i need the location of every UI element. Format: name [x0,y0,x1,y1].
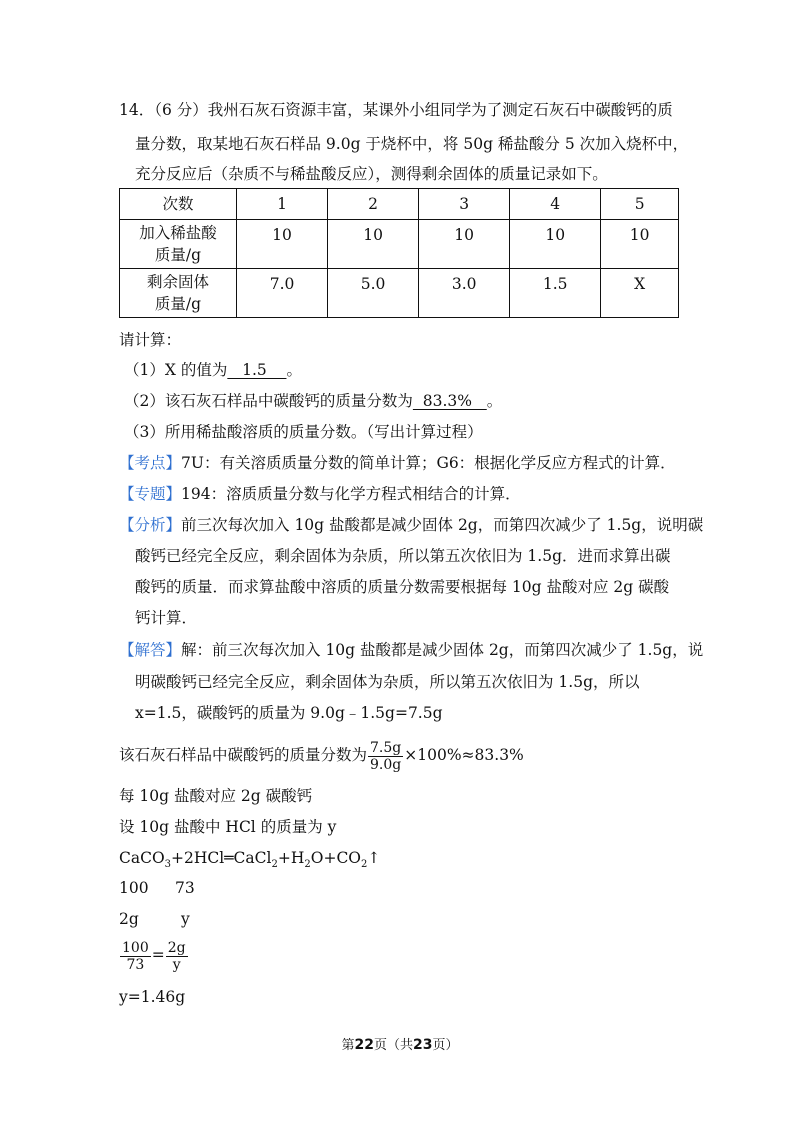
question-line-3: 充分反应后（杂质不与稀盐酸反应），测得剩余固体的质量记录如下。 [135,165,608,183]
table-cell: 10 [419,220,510,269]
eq-part: O+CO [310,849,362,867]
fenxi-tag: 【分析】 [119,516,182,534]
total-pages: 23 [413,1037,433,1053]
table-cell: 3.0 [419,269,510,318]
frac-prefix: 该石灰石样品中碳酸钙的质量分数为 [119,746,368,764]
eq-part: +2HCl═CaCl [171,849,272,867]
frac-suffix: ×100%≈83.3% [404,746,524,764]
q1-prefix: （1）X 的值为 [124,361,228,379]
eq-subscript: 3 [164,859,172,871]
eq-subscript: 2 [271,859,278,871]
ratio-right-den: y [172,956,181,973]
solution-line-2: 设 10g 盐酸中 HCl 的质量为 y [119,818,337,836]
table-cell: 加入稀盐酸质量/g [120,220,237,269]
ratio-left-den: 73 [126,956,145,973]
kaodian-text: 7U：有关溶质质量分数的简单计算；G6：根据化学反应方程式的计算． [181,454,676,472]
eq-arrow: ↑ [367,849,381,867]
q1-suffix: 。 [286,361,302,379]
frac-numerator: 7.5g [370,739,402,756]
jieda-tag: 【解答】 [119,641,182,659]
ask-q3: （3）所用稀盐酸溶质的质量分数。（写出计算过程） [124,423,483,441]
fenxi-text: 前三次每次加入 10g 盐酸都是减少固体 2g，而第四次减少了 1.5g，说明碳 [181,516,704,534]
result-line: y=1.46g [119,988,186,1006]
mass-2g: 2g [119,910,139,928]
table-cell: 7.0 [237,269,328,318]
page-footer [0,1034,800,1053]
kaodian-tag: 【考点】 [119,454,182,472]
ratio-right [166,940,188,973]
table-cell: X [601,269,679,318]
table-cell: 10 [510,220,601,269]
fenxi-line-3: 酸钙的质量．而求算盐酸中溶质的质量分数需要根据每 10g 盐酸对应 2g 碳酸 [135,578,670,596]
q2-suffix: 。 [486,392,503,410]
mass-fraction [368,740,403,773]
eq-subscript: 2 [304,859,311,871]
ask-q2 [124,391,502,411]
table-cell: 10 [237,220,328,269]
ratio-right-num: 2g [167,939,186,956]
eq-subscript: 2 [361,859,368,871]
ratio-equation [119,938,189,973]
chemical-equation [119,848,380,875]
table-cell: 10 [328,220,419,269]
data-table [119,188,679,318]
eq-part: +H [277,849,305,867]
table-cell: 3 [419,189,510,220]
page-number: 22 [354,1037,374,1053]
table-cell: 10 [601,220,679,269]
table-cell: 5 [601,189,679,220]
zhuanti-text: 194：溶质质量分数与化学方程式相结合的计算． [181,485,521,503]
fenxi-line-1 [119,515,703,535]
table-cell: 2 [328,189,419,220]
ask-intro: 请计算： [119,331,182,349]
table-row [120,189,679,220]
ratio-left-num: 100 [122,939,149,956]
zhuanti [119,484,521,504]
mass-y: y [181,910,190,928]
table-cell: 1.5 [510,269,601,318]
q2-answer: 83.3% [412,392,487,410]
solution-line-1: 每 10g 盐酸对应 2g 碳酸钙 [119,787,313,805]
footer-post: 页） [432,1038,459,1053]
question-line-2: 量分数，取某地石灰石样品 9.0g 于烧杯中，将 50g 稀盐酸分 5 次加入烧杯中， [135,135,689,153]
table-cell: 1 [237,189,328,220]
frac-denominator: 9.0g [370,756,402,773]
footer-pre: 第 [341,1038,355,1053]
equals-sign: = [151,946,165,964]
jieda-text: 解：前三次每次加入 10g 盐酸都是减少固体 2g，而第四次减少了 1.5g，说 [181,641,704,659]
jieda-line-2: 明碳酸钙已经完全反应，剩余固体为杂质，所以第五次依旧为 1.5g，所以 [135,673,640,691]
mass-fraction-line [119,738,524,773]
eq-part: CaCO [119,849,165,867]
table-cell: 5.0 [328,269,419,318]
molar-mass-100: 100 [119,879,149,897]
zhuanti-tag: 【专题】 [119,485,182,503]
question-line-1: 14．（6 分）我州石灰石资源丰富，某课外小组同学为了测定石灰石中碳酸钙的质 [119,101,673,119]
fenxi-line-4: 钙计算． [135,609,198,627]
table-cell: 4 [510,189,601,220]
table-cell: 剩余固体质量/g [120,269,237,318]
jieda-line-3: x=1.5，碳酸钙的质量为 9.0g﹣1.5g=7.5g [135,704,443,722]
ask-q1 [124,360,302,380]
table-row [120,220,679,269]
table-cell: 次数 [120,189,237,220]
footer-mid: 页（共 [373,1038,413,1053]
molar-mass-73: 73 [175,879,195,897]
jieda-line-1 [119,640,703,660]
q1-answer: 1.5 [227,361,287,379]
ratio-left [120,940,151,973]
kaodian [119,453,676,473]
fenxi-line-2: 酸钙已经完全反应，剩余固体为杂质，所以第五次依旧为 1.5g．进而求算出碳 [135,547,671,565]
table-row [120,269,679,318]
q2-prefix: （2）该石灰石样品中碳酸钙的质量分数为 [124,392,413,410]
